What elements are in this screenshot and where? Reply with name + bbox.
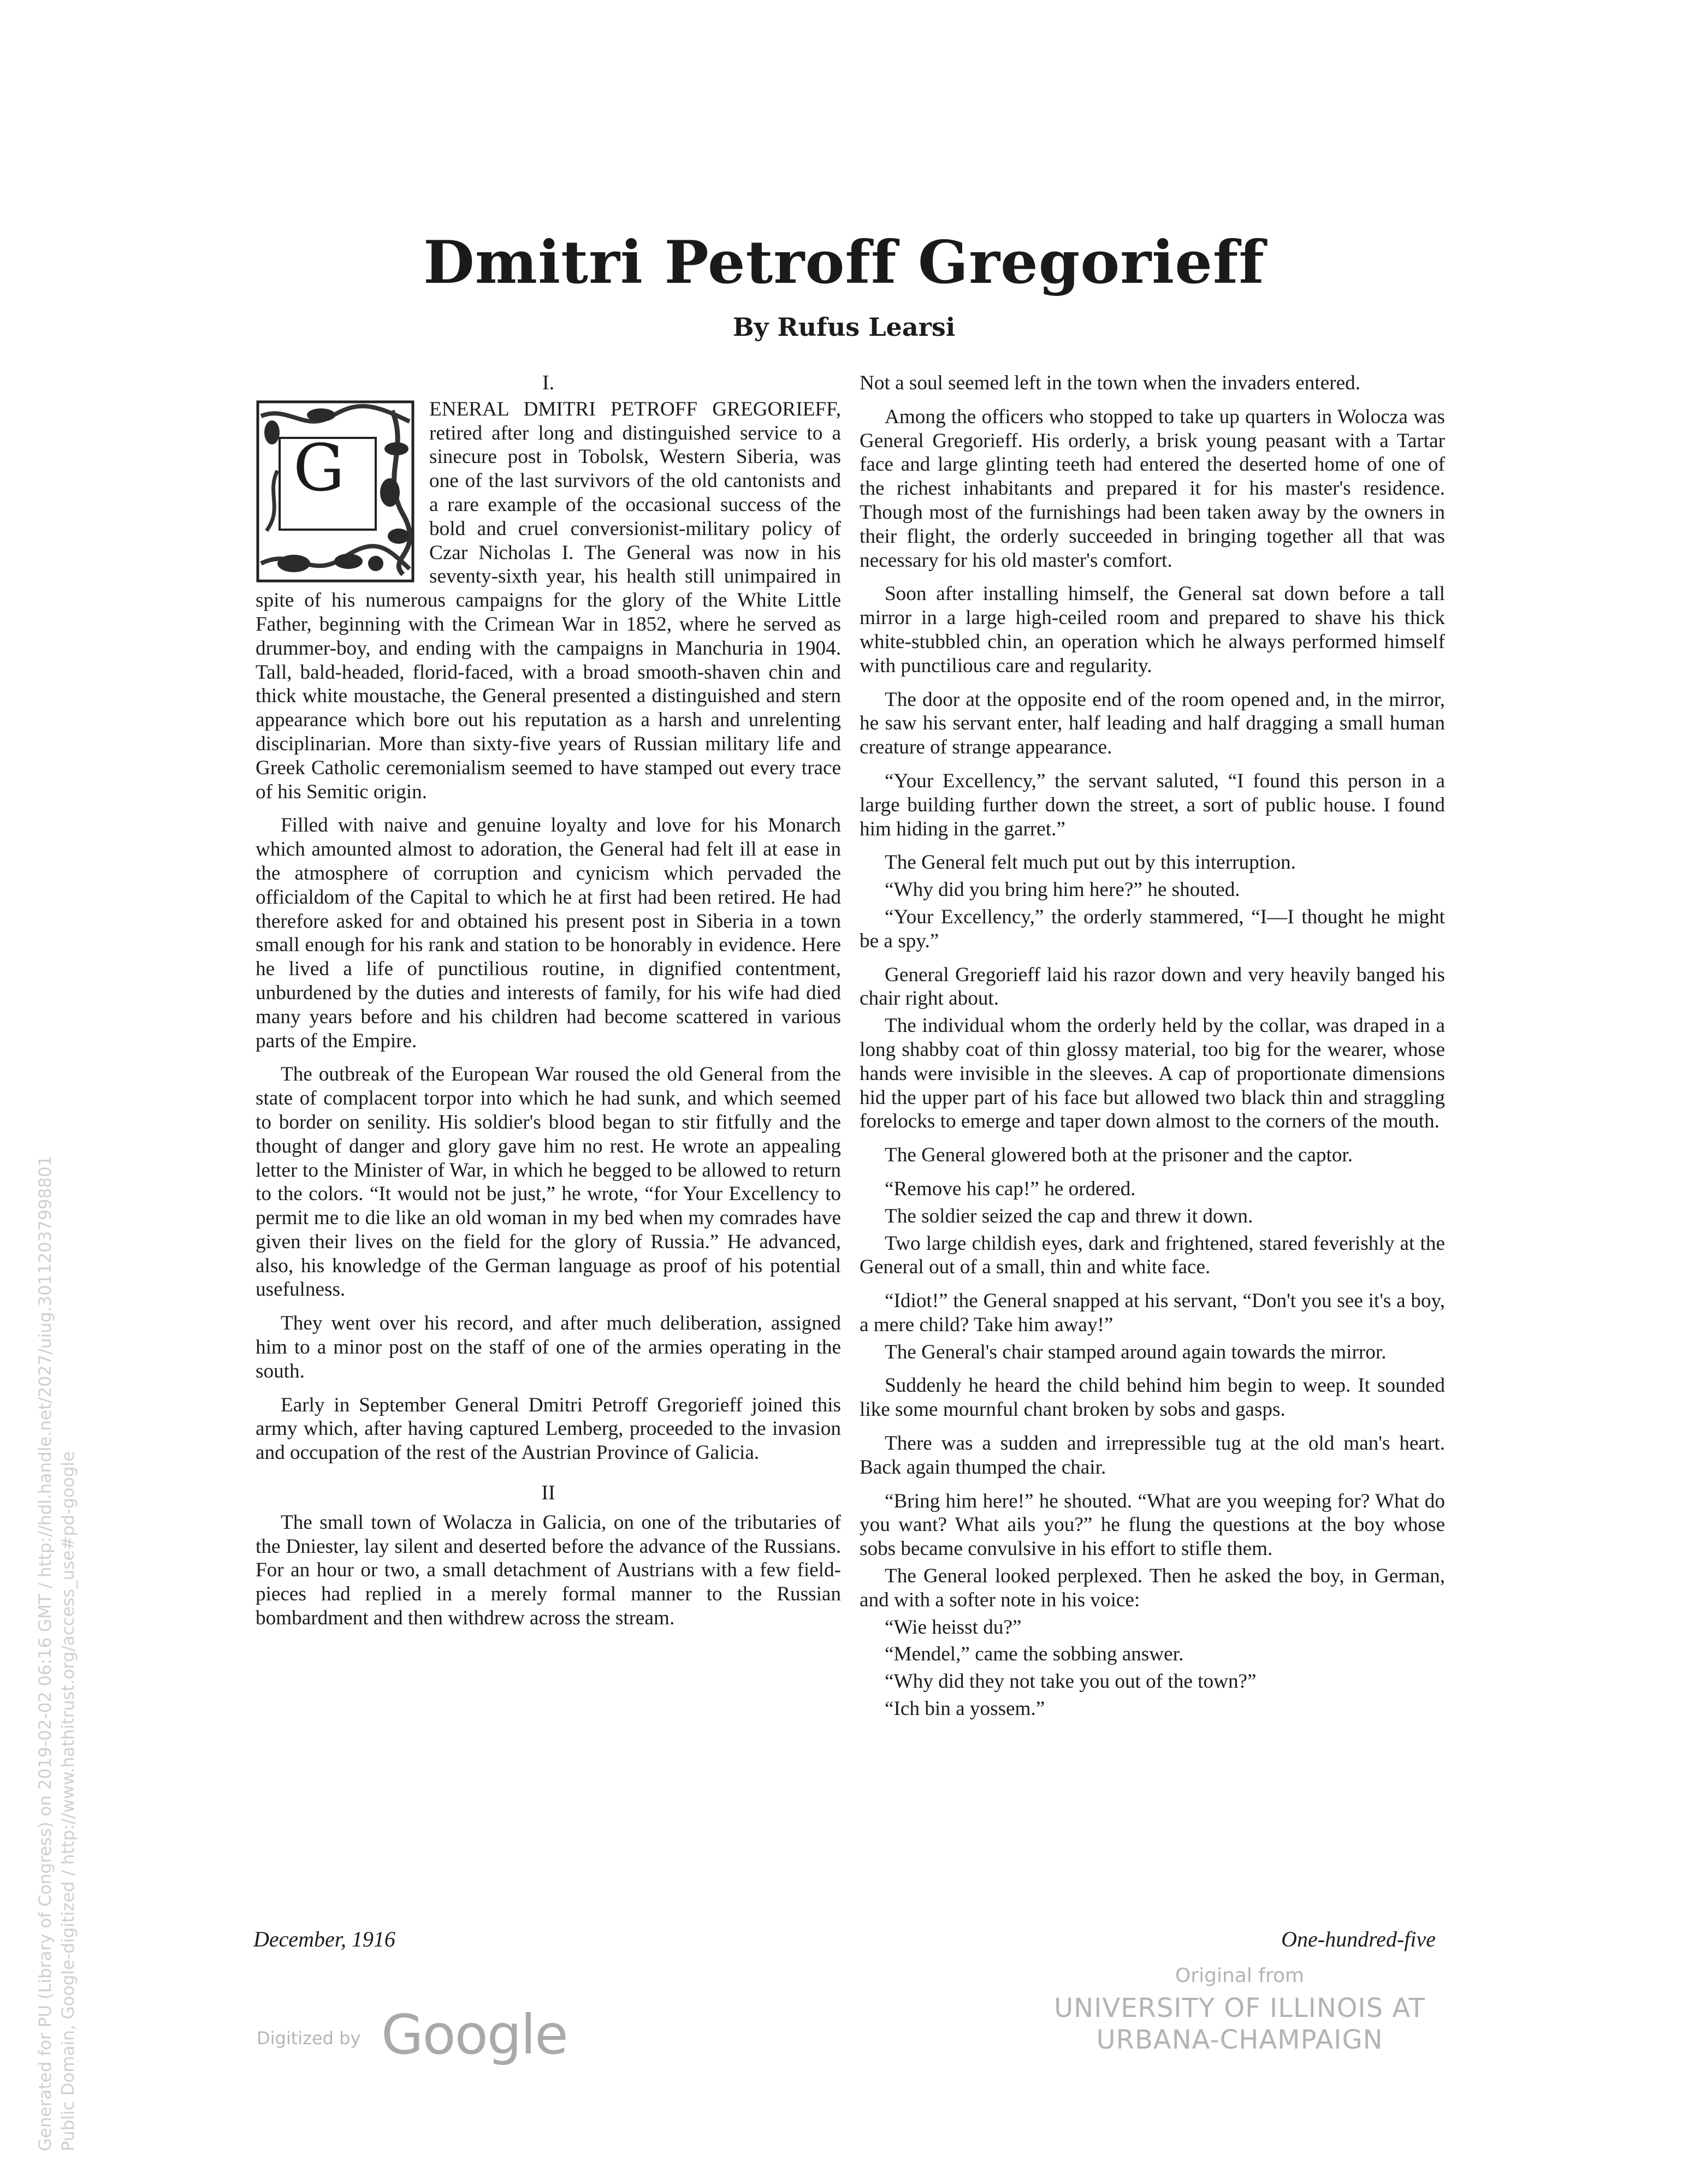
dropcap-letter: G [293, 430, 345, 506]
university-line-1: UNIVERSITY OF ILLINOIS AT [1054, 1993, 1425, 2023]
paragraph: Suddenly he heard the child behind him begin to weep. It sounded like some mournful chant broken by sobs and gasps. [860, 1374, 1445, 1421]
paragraph: The outbreak of the European War roused the old General from the state of complacent torpor into which he had sunk, and which seemed to border on senility. His soldier's blood began to stir fitfully and the thought of danger and glory gave him no rest. He wrote an appealing letter to the Minister of War, in which he begged to be allowed to return to the colors. “It would not be just,” he wrote, “for Your Excellency to permit me to die like an old woman in my bed when my comrades have given their lives on the field for the glory of Russia.” He advanced, also, his knowledge of the German language as proof of his potential usefulness. [256, 1063, 841, 1301]
side-watermark-line-1: Generated for PU (Library of Congress) on 2019-02-02 06:16 GMT / http://hdl.handle.net/2027/uiug.30112037998801 [35, 1155, 55, 2151]
paragraph: “Bring him here!” he shouted. “What are you weeping for? What do you want? What ails you?” he flung the questions at the boy whose sobs became convulsive in his effort to stifle them. [860, 1489, 1445, 1560]
footer-date: December, 1916 [253, 1927, 395, 1951]
paragraph: The door at the opposite end of the room opened and, in the mirror, he saw his servant enter, half leading and half dragging a small human creature of strange appearance. [860, 688, 1445, 759]
article-title: Dmitri Petroff Gregorieff [423, 228, 1265, 297]
paragraph: “Why did they not take you out of the town?” [885, 1670, 1257, 1693]
paragraph: There was a sudden and irrepressible tug at the old man's heart. Back again thumped the chair. [860, 1432, 1445, 1479]
paragraph: “Why did you bring him here?” he shouted. [885, 879, 1240, 901]
footer-page-label: One-hundred-five [1281, 1927, 1436, 1951]
paragraph: “Mendel,” came the sobbing answer. [885, 1643, 1184, 1666]
digitized-by-text: Digitized by [257, 2028, 361, 2049]
paragraph: The General's chair stamped around again towards the mirror. [885, 1340, 1387, 1363]
paragraph: The General glowered both at the prisoner and the captor. [885, 1144, 1353, 1167]
paragraph: “Remove his cap!” he ordered. [885, 1177, 1136, 1200]
digitized-by-google-watermark [257, 2003, 584, 2068]
paragraph: The small town of Wolacza in Galicia, on one of the tributaries of the Dniester, lay silent and deserted before the advance of the Russians. For an hour or two, a small detachment of Austrians with a few field-pieces had replied in a merely formal manner to the Russian bombardment and then withdrew across the stream. [256, 1511, 841, 1630]
original-from-text: Original from [1175, 1965, 1305, 1987]
section-heading-2: II [541, 1481, 555, 1505]
paragraph: The General felt much put out by this interruption. [885, 851, 1296, 874]
paragraph: Soon after installing himself, the General sat down before a tall mirror in a large high-ceiled room and prepared to shave his thick white-stubbled chin, an operation which he always performed himself with punctilious care and regularity. [860, 583, 1445, 677]
paragraph: Filled with naive and genuine loyalty and love for his Monarch which amounted almost to adoration, the General had felt ill at ease in the atmosphere of corruption and cynicism which pervaded the officialdom of the Capital to which he at first had been retired. He had therefore asked for and obtained his present post in Siberia in a town small enough for his rank and station to be honorably in evidence. Here he lived a life of punctilious routine, in dignified contentment, unburdened by the duties and interests of family, for his wife had died many years before and his children had become scattered in various parts of the Empire. [256, 814, 841, 1052]
paragraph: “Idiot!” the General snapped at his servant, “Don't you see it's a boy, a mere child? Take him away!” [860, 1290, 1445, 1336]
paragraph: “Ich bin a yossem.” [885, 1698, 1045, 1720]
paragraph: “Your Excellency,” the orderly stammered, “I—I thought he might be a spy.” [860, 905, 1445, 952]
paragraph: The individual whom the orderly held by the collar, was draped in a long shabby coat of thin glossy material, too big for the wearer, whose hands were invisible in the sleeves. A cap of proportionate dimensions hid the upper part of his face but allowed two black thin and straggling forelocks to emerge and taper down almost to the corners of the mouth. [860, 1014, 1445, 1133]
paragraph: Two large childish eyes, dark and frightened, stared feverishly at the General out of a small, thin and white face. [860, 1232, 1445, 1279]
google-logo: Google [381, 2003, 567, 2067]
left-column [256, 371, 841, 1640]
paragraph: Among the officers who stopped to take up quarters in Wolocza was General Gregorieff. His orderly, a brisk young peasant with a Tartar face and large glinting teeth had entered the deserted home of one of the richest inhabitants and prepared it for his master's residence. Though most of the furnishings had been taken away by the owners in their flight, the orderly succeeded in bringing together all that was necessary for his old master's comfort. [860, 405, 1445, 572]
section-heading-1: I. [542, 371, 555, 394]
paragraph: “Wie heisst du?” [885, 1616, 1022, 1639]
paragraph: “Your Excellency,” the servant saluted, “I found this person in a large building further down the street, a sort of public house. I found him hiding in the garret.” [860, 769, 1445, 840]
side-watermark-line-2: Public Domain, Google-digitized / http://www.hathitrust.org/access_use#pd-google [58, 1451, 78, 2151]
side-access-watermark [34, 841, 80, 2151]
original-from-watermark [1010, 1965, 1469, 2056]
university-line-2: URBANA-CHAMPAIGN [1096, 2025, 1383, 2055]
paragraph: ENERAL DMITRI PETROFF GREGORIEFF, retired after long and distinguished service to a sinecure post in Tobolsk, Western Siberia, was one of the last survivors of the old cantonists and a rare example of the occasional success of the bold and cruel conversionist-military policy of Czar Nicholas I. The General was now in his seventy-sixth year, his health still unimpaired in spite of his numerous campaigns for the glory of the White Little Father, beginning with the Crimean War in 1852, where he served as drummer-boy, and ending with the campaigns in Manchuria in 1904. Tall, bald-headed, florid-faced, with a broad smooth-shaven chin and thick white moustache, the General presented a distinguished and stern appearance which bore out his reputation as a harsh and unrelenting disciplinarian. More than sixty-five years of Russian military life and Greek Catholic ceremonialism seemed to have stamped out every trace of his Semitic origin. [256, 397, 841, 803]
paragraph: They went over his record, and after much deliberation, assigned him to a minor post on the staff of one of the armies operating in the south. [256, 1312, 841, 1382]
paragraph: The soldier seized the cap and threw it down. [885, 1204, 1253, 1227]
article-byline: By Rufus Learsi [732, 312, 956, 342]
paragraph: General Gregorieff laid his razor down and very heavily banged his chair right about. [860, 963, 1445, 1010]
right-column [860, 371, 1445, 1724]
paragraph: Early in September General Dmitri Petroff Gregorieff joined this army which, after having captured Lemberg, proceeded to the invasion and occupation of the rest of the Austrian Province of Galicia. [256, 1393, 841, 1464]
ornamental-dropcap [256, 400, 415, 583]
paragraph: The General looked perplexed. Then he asked the boy, in German, and with a softer note in his voice: [860, 1565, 1445, 1611]
paragraph: Not a soul seemed left in the town when the invaders entered. [860, 372, 1361, 394]
